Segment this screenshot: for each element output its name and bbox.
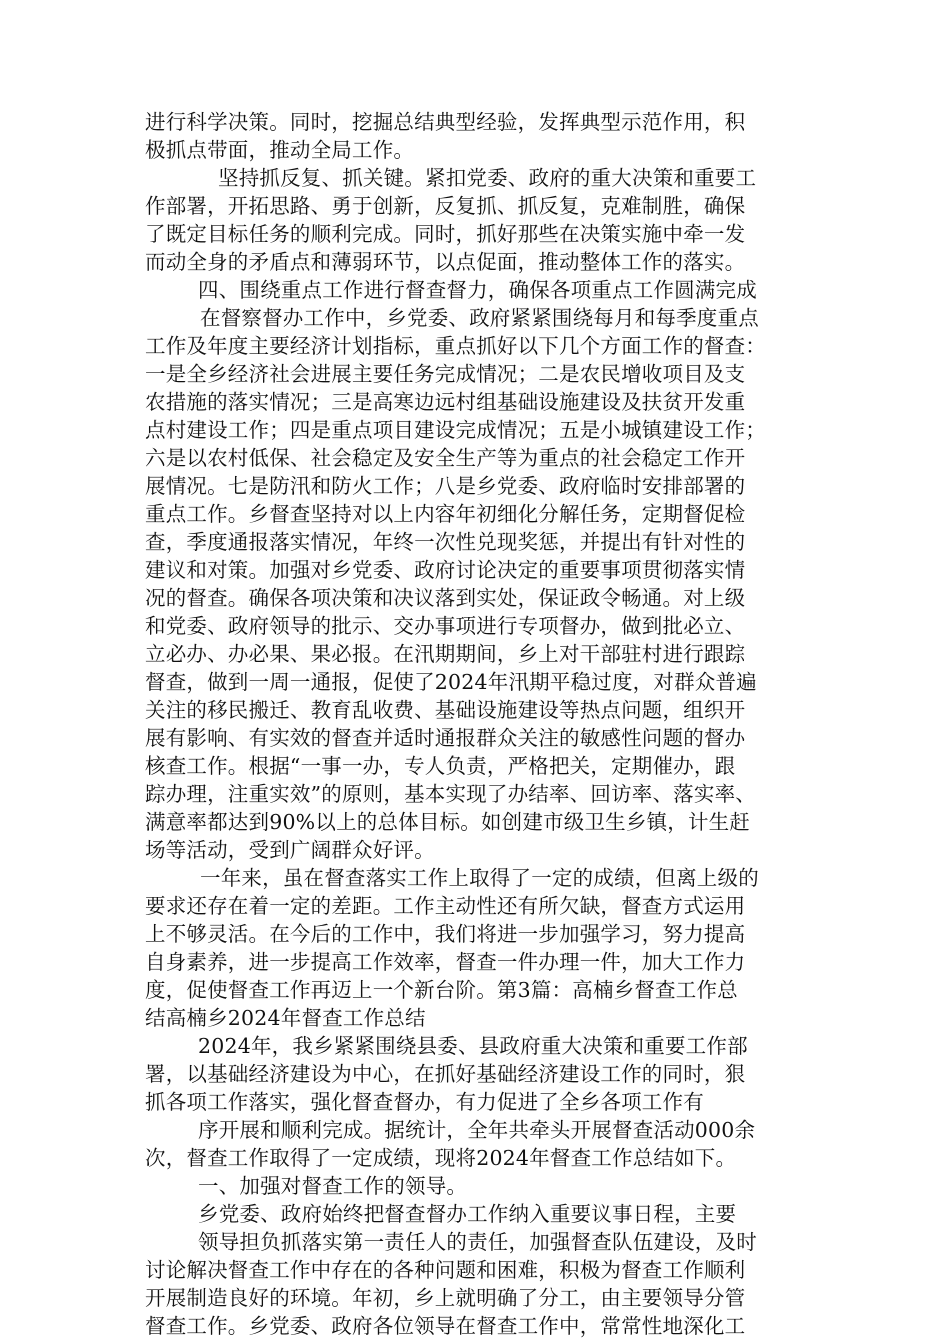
text-line: 极抓点带面，推动全局工作。 xyxy=(145,138,415,162)
text-line: 自身素养，进一步提高工作效率，督查一件办理一件，加大工作力 xyxy=(145,950,746,974)
text-line: 农措施的落实情况；三是高寒边远村组基础设施建设及扶贫开发重 xyxy=(145,390,746,414)
text-line: 作部署，开拓思路、勇于创新，反复抓、抓反复，克难制胜，确保 xyxy=(145,194,746,218)
text-line: 度，促使督查工作再迈上一个新台阶。第3篇：高楠乡督查工作总 xyxy=(145,978,738,1002)
text-line: 立必办、办必果、果必报。在汛期期间，乡上对干部驻村进行跟踪 xyxy=(145,642,746,666)
text-line: 要求还存在着一定的差距。工作主动性还有所欠缺，督查方式运用 xyxy=(145,894,746,918)
text-line: 2024年，我乡紧紧围绕县委、县政府重大决策和重要工作部 xyxy=(198,1034,748,1058)
text-line: 况的督查。确保各项决策和决议落到实处，保证政令畅通。对上级 xyxy=(145,586,746,610)
text-line: 展有影响、有实效的督查并适时通报群众关注的敏感性问题的督办 xyxy=(145,726,746,750)
text-line: 点村建设工作；四是重点项目建设完成情况；五是小城镇建设工作； xyxy=(145,418,766,442)
text-line: 上不够灵活。在今后的工作中，我们将进一步加强学习，努力提高 xyxy=(145,922,746,946)
text-line: 展情况。七是防汛和防火工作；八是乡党委、政府临时安排部署的 xyxy=(145,474,746,498)
text-line: 在督察督办工作中，乡党委、政府紧紧围绕每月和每季度重点 xyxy=(200,306,759,330)
text-line: 踪办理，注重实效”的原则，基本实现了办结率、回访率、落实率、 xyxy=(145,782,756,806)
text-line: 关注的移民搬迁、教育乱收费、基础设施建设等热点问题，组织开 xyxy=(145,698,746,722)
text-line: 四、围绕重点工作进行督查督力，确保各项重点工作圆满完成 xyxy=(198,278,757,302)
text-line: 领导担负抓落实第一责任人的责任，加强督查队伍建设，及时 xyxy=(198,1230,757,1254)
text-line: 重点工作。乡督查坚持对以上内容年初细化分解任务，定期督促检 xyxy=(145,502,746,526)
text-line: 督查，做到一周一通报，促使了2024年汛期平稳过度，对群众普遍 xyxy=(145,670,757,694)
text-line: 查，季度通报落实情况，年终一次性兑现奖惩，并提出有针对性的 xyxy=(145,530,746,554)
text-line: 抓各项工作落实，强化督查督办，有力促进了全乡各项工作有 xyxy=(145,1090,704,1114)
text-line: 六是以农村低保、社会稳定及安全生产等为重点的社会稳定工作开 xyxy=(145,446,746,470)
text-line: 开展制造良好的环境。年初，乡上就明确了分工，由主要领导分管 xyxy=(145,1286,746,1310)
text-line: 督查工作。乡党委、政府各位领导在督查工作中，常常性地深化工 xyxy=(145,1314,746,1338)
text-line: 满意率都达到90%以上的总体目标。如创建市级卫生乡镇，计生赶 xyxy=(145,810,751,834)
text-line: 建议和对策。加强对乡党委、政府讨论决定的重要事项贯彻落实情 xyxy=(145,558,746,582)
text-line: 了既定目标任务的顺利完成。同时，抓好那些在决策实施中牵一发 xyxy=(145,222,746,246)
text-line: 工作及年度主要经济计划指标，重点抓好以下几个方面工作的督查： xyxy=(145,334,766,358)
text-line: 乡党委、政府始终把督查督办工作纳入重要议事日程，主要 xyxy=(198,1202,737,1226)
text-line: 一是全乡经济社会进展主要任务完成情况；二是农民增收项目及支 xyxy=(145,362,746,386)
text-line: 而动全身的矛盾点和薄弱环节，以点促面，推动整体工作的落实。 xyxy=(145,250,746,274)
text-line: 次，督查工作取得了一定成绩，现将2024年督查工作总结如下。 xyxy=(145,1146,737,1170)
text-line: 场等活动，受到广阔群众好评。 xyxy=(145,838,435,862)
text-line: 署，以基础经济建设为中心，在抓好基础经济建设工作的同时，狠 xyxy=(145,1062,746,1086)
text-line: 核查工作。根据“一事一办，专人负责，严格把关，定期催办，跟 xyxy=(145,754,736,778)
text-line: 进行科学决策。同时，挖掘总结典型经验，发挥典型示范作用，积 xyxy=(145,110,746,134)
text-line: 一年来，虽在督查落实工作上取得了一定的成绩，但离上级的 xyxy=(200,866,759,890)
text-line: 坚持抓反复、抓关键。紧扣党委、政府的重大决策和重要工 xyxy=(218,166,757,190)
text-line: 序开展和顺利完成。据统计，全年共牵头开展督查活动000余 xyxy=(198,1118,756,1142)
text-line: 和党委、政府领导的批示、交办事项进行专项督办，做到批必立、 xyxy=(145,614,746,638)
text-line: 一、加强对督查工作的领导。 xyxy=(198,1174,468,1198)
text-line: 讨论解决督查工作中存在的各种问题和困难，积极为督查工作顺利 xyxy=(145,1258,746,1282)
text-line: 结高楠乡2024年督查工作总结 xyxy=(145,1006,426,1030)
